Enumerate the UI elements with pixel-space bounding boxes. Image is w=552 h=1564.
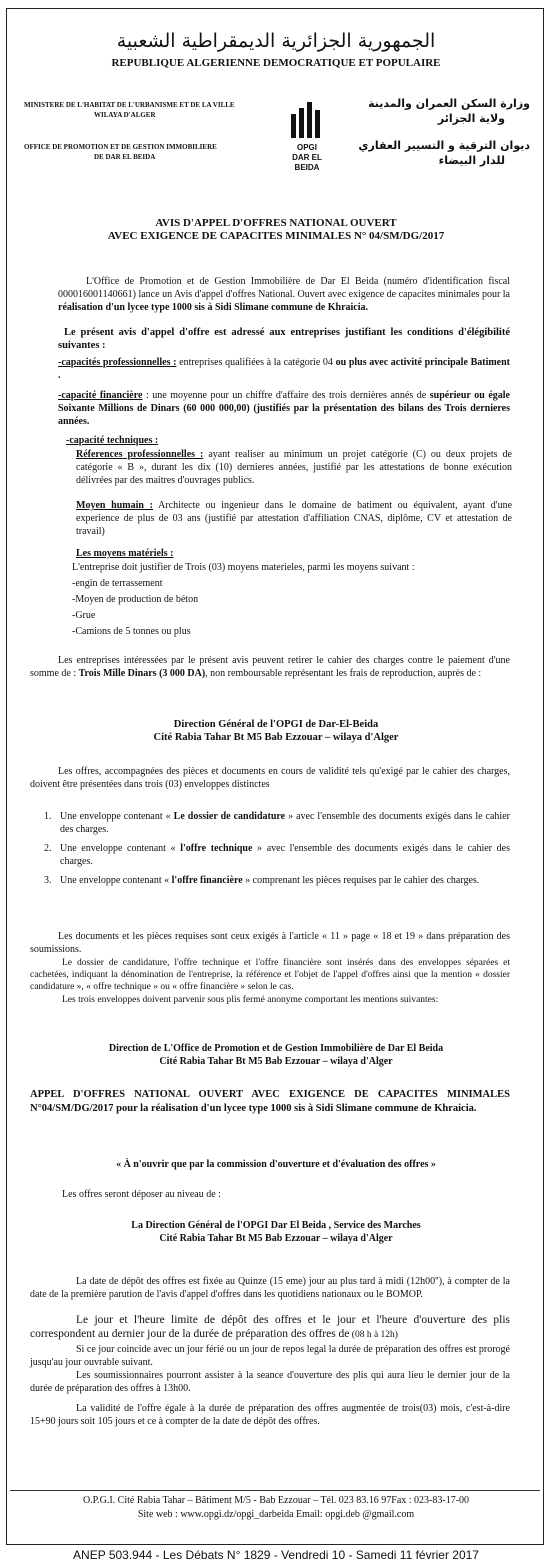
moyens-materiels-label: Les moyens matériels : [76,548,174,559]
capacite-professionnelle: -capacités professionnelles : entreprises qualifiées à la catégorie 04 ou plus avec activité principale Batiment . [58,357,511,381]
address-direction-generale: Direction Général de l'OPGI de Dar-El-Beida Cité Rabia Tahar Bt M5 Bab Ezzouar – wilaya d'Alger [153,719,399,743]
enveloppes-list [44,810,510,887]
list-item: -engin de terrassement [72,578,163,589]
list-item: 1. Une enveloppe contenant « Le dossier de candidature » avec l'ensemble des documents exigés dans le cahier des charges. [44,811,510,835]
offres-intro: Les offres, accompagnées des pièces et documents en cours de validité tels qu'exigé par le cahier des charges, doivent être présentées dans trois (03) enveloppes distinctes [30,766,510,790]
list-item: -Camions de 5 tonnes ou plus [72,626,191,637]
opgi-logo: OPGI DAR EL BEIDA [282,100,332,164]
ministry-ar: وزارة السكن العمران والمدينة ولاية الجزائر [368,97,530,125]
list-item: 3. Une enveloppe contenant « l'offre financière » comprenant les pièces requises par le cahier des charges. [44,875,480,886]
mention-quote: « À n'ouvrir que par la commission d'ouverture et d'évaluation des offres » [116,1159,436,1170]
office-fr: OFFICE DE PROMOTION ET DE GESTION IMMOBILIERE DE DAR EL BEIDA [24,143,217,161]
moyens-materiels-list [72,576,372,640]
publication-footer: ANEP 503.944 - Les Débats N° 1829 - Vendredi 10 - Samedi 11 février 2017 [73,1548,479,1562]
republic-title: REPUBLIQUE ALGERIENNE DEMOCRATIQUE ET POPULAIRE [111,57,441,69]
seance-ouverture-paragraph: Les soumissionnaires pourront assister à la seance d'ouverture des plis qui aura lieu le dernier jour de la durée de préparation des offres à 13h00. [30,1370,510,1394]
moyens-materiels-intro: L'entreprise doit justifier de Trois (03) moyens materieles, parmi les moyens suivant : [72,562,415,573]
intro-paragraph: L'Office de Promotion et de Gestion Immobilière de Dar El Beida (numéro d'identification fiscal 000016001140661) lance un Avis d'appel d'offres National. Ouvert avec exigence de capacites minimales pour la réalisation d'un lycee type 1000 sis à Sidi Slimane commune de Khraicia. [58,276,510,313]
jour-ferie-paragraph: Si ce jour coincide avec un jour férié ou un jour de repos legal la durée de préparation des offres est prorogé jusqu'au jour ouvrable suivant. [30,1344,510,1368]
documents-paragraph: Les documents et les pièces requises sont ceux exigés à l'article « 11 » page « 18 et 19 » dans préparation des soumissions. [30,931,510,955]
capacite-financiere: -capacité financière : une moyenne pour un chiffre d'affaire des trois dernières annés de supérieur ou égale Soixante Millions de Dinars (60 000 000,00) (justifiés par la présentation des bilans des Trois dernieres années. [58,390,510,427]
depot-intro: Les offres seront déposer au niveau de : [62,1189,221,1200]
address-service-marches: La Direction Général de l'OPGI Dar El Beida , Service des Marches Cité Rabia Tahar Bt M5 Bab Ezzouar – wilaya d'Alger [131,1220,421,1244]
dossier-paragraph: Le dossier de candidature, l'offre technique et l'offre financière sont insérés dans des enveloppes séparées et cachetées, indiquant la dénomination de l'entreprise, la référence et l'objet de l'appel d'offres ainsi que la mention « dossier candidature », « offre technique » ou « offre financière » selon le cas. [30,958,510,992]
date-depot-paragraph: La date de dépôt des offres est fixée au Quinze (15 eme) jour au plus tard à midi (12h00''), à compter de la date de la première parution de l'avis d'appel d'offres dans les quotidiens nationaux ou le BOMOP. [30,1276,510,1300]
jour-heure-paragraph: Le jour et l'heure limite de dépôt des offres et le jour et l'heure d'ouverture des plis correspondent au dernier jour de la durée de préparation des offres de (08 h à 12h) [30,1314,510,1340]
trois-enveloppes-paragraph: Les trois enveloppes doivent parvenir sous plis fermé anonyme comportant les mentions suivantes: [62,995,439,1005]
moyen-humain: Moyen humain : Architecte ou ingenieur dans le domaine de batiment ou équivalent, ayant d'une experience de plus de 03 ans (justifié par attestation d'affiliation CNAS, diplôme, CV et attestation de travail) [76,500,513,537]
list-item: -Grue [72,610,96,621]
opgi-logo-icon [289,100,325,138]
capacite-technique-label: -capacité techniques : [66,435,159,446]
validite-paragraph: La validité de l'offre égale à la durée de préparation des offres augmentée de trois(03) mois, c'est-à-dire 15+90 jours soit 105 jours et ce à compter de la date de dépôt des offres. [30,1403,510,1427]
list-item: 2. Une enveloppe contenant « l'offre technique » avec l'ensemble des documents exigés dans le cahier des charges. [44,843,510,867]
list-item: -Moyen de production de béton [72,594,199,605]
notice-title: AVIS D'APPEL D'OFFRES NATIONAL OUVERT AVEC EXIGENCE DE CAPACITES MINIMALES N° 04/SM/DG/2017 [107,217,445,242]
address-direction-office: Direction de L'Office de Promotion et de Gestion Immobilière de Dar El Beida Cité Rabia Tahar Bt M5 Bab Ezzouar – wilaya d'Alger [108,1043,444,1067]
office-ar: ديوان الترقية و التسيير العقاري للدار البيضاء [358,139,530,167]
ministry-fr: MINISTERE DE L'HABITAT DE L'URBANISME ET DE LA VILLE WILAYA D'ALGER [24,101,235,119]
retrait-paragraph: Les entreprises intéressées par le présent avis peuvent retirer le cahier des charges contre le paiement d'une somme de : Trois Mille Dinars (3 000 DA), non remboursable représentant les frais de reproduction, auprès de : [30,655,510,679]
contact-divider [10,1490,540,1491]
mention-enveloppe: APPEL D'OFFRES NATIONAL OUVERT AVEC EXIGENCE DE CAPACITES MINIMALES N°04/SM/DG/2017 pour la réalisation d'un lycee type 1000 sis à Sidi Slimane commune de Khraicia. [30,1089,510,1114]
arabic-republic-title: الجمهورية الجزائرية الديمقراطية الشعبية [116,30,436,52]
references-professionnelles: Réferences professionnelles : ayant realiser au minimum un projet catégorie (C) ou deux projets de catégorie « B », durant les dix (10) dernieres années, justifié par les attestations de bonne exécution délivrées par des maitres d'ouvrages publics. [76,449,512,486]
eligibility-intro: Le présent avis d'appel d'offre est adressé aux entreprises justifiant les conditions d'élégibilité suivantes : [58,327,510,351]
contact-info: O.P.G.I. Cité Rabia Tahar – Bâtiment M/5 - Bab Ezzouar – Tél. 023 83.16 97Fax : 023-83-17-00 Site web : www.opgi.dz/opgi_darbeida Email: opgi.deb @gmail.com [82,1495,470,1520]
